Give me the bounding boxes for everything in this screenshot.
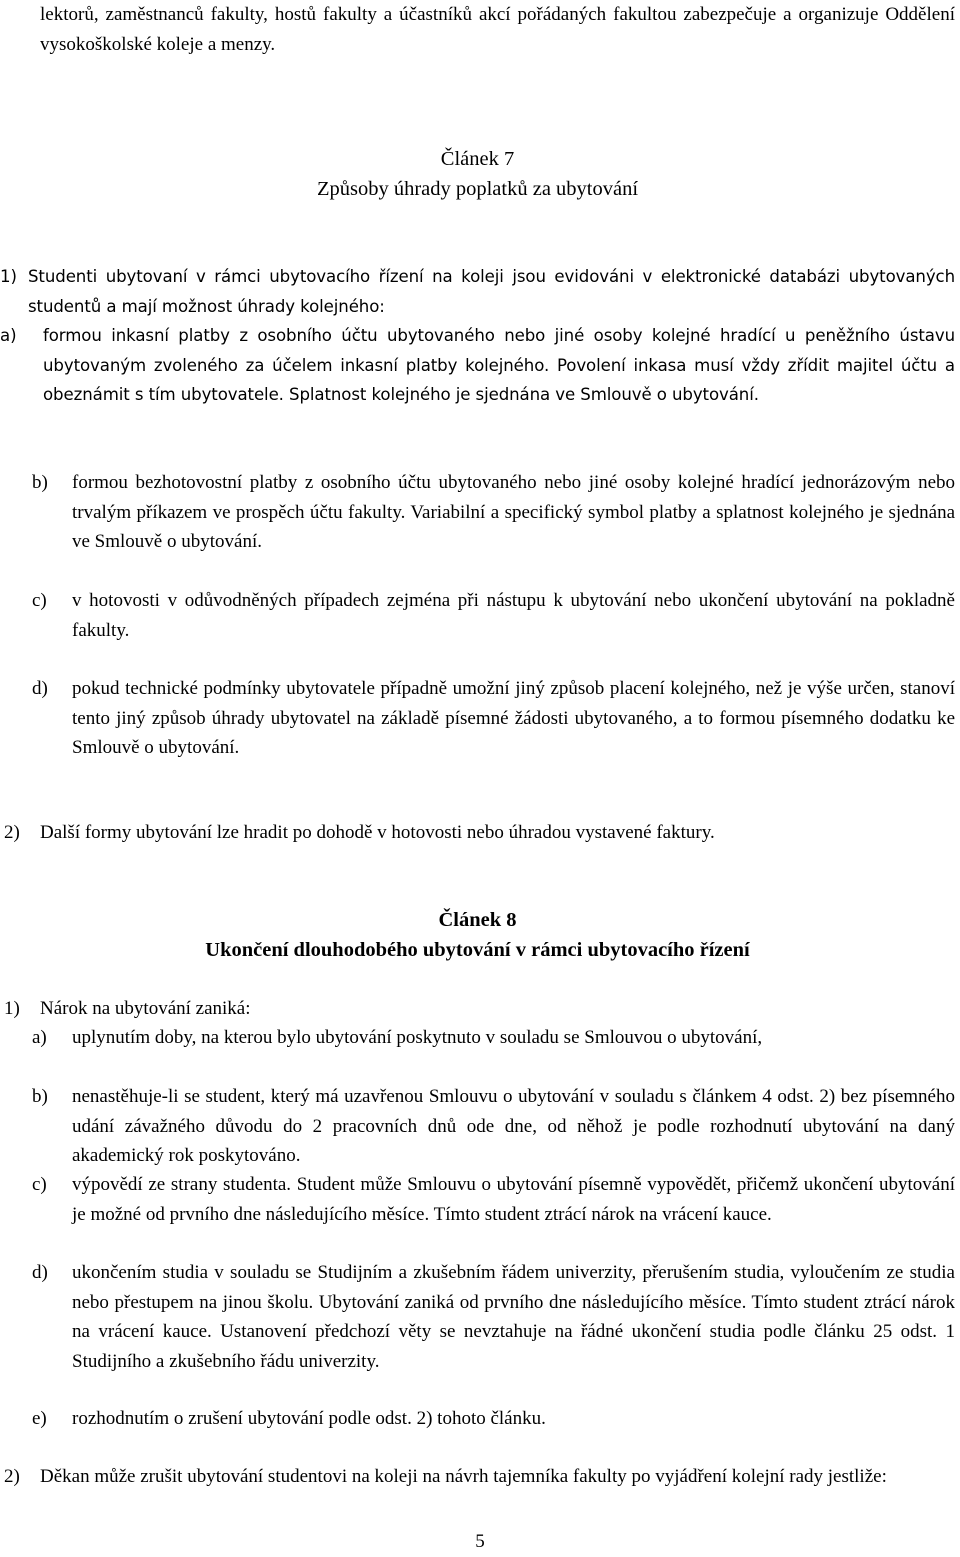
page-number: 5 — [475, 1531, 485, 1552]
article-7-p1-block — [0, 262, 955, 321]
article-8-item-a — [32, 1023, 955, 1053]
article-8-item-a-text: uplynutím doby, na kterou bylo ubytování poskytnuto v souladu se Smlouvou o ubytování, — [72, 1027, 763, 1048]
article-8-item-e — [32, 1404, 955, 1434]
article-7-paragraph-1 — [0, 262, 955, 410]
article-8-item-d-marker: d) — [32, 1262, 48, 1283]
article-7-p2-text: Další formy ubytování lze hradit po dohodě v hotovosti nebo úhradou vystavené faktury. — [40, 822, 715, 843]
article-8-p2-text: Děkan může zrušit ubytování studentovi na koleji na návrh tajemníka fakulty po vyjádření kolejní rady jestliže: — [40, 1466, 887, 1487]
article-8-item-a-marker: a) — [32, 1027, 47, 1048]
article-8-item-b-marker: b) — [32, 1086, 48, 1107]
intro-paragraph: lektorů, zaměstnanců fakulty, hostů fakulty a účastníků akcí pořádaných fakultou zabezpečuje a organizuje Oddělení vysokoškolské koleje a menzy. — [40, 4, 955, 55]
article-8-number: Článek 8 — [438, 909, 517, 931]
article-8-item-d-text: ukončením studia v souladu se Studijním a zkušebním řádem univerzity, přerušením studia, vyloučením ze studia nebo přestupem na jinou školu. Ubytování zaniká od prvního dne následujícího měsíce. Tímto student ztrácí nárok na vrácení kauce. Ustanovení předchozí věty se nevztahuje na řádné ukončení studia podle článku 25 odst. 1 Studijního a zkušebního řádu univerzity. — [72, 1262, 955, 1372]
article-8-item-e-marker: e) — [32, 1408, 47, 1429]
article-7-item-c-marker: c) — [32, 590, 47, 611]
article-7-item-d-text: pokud technické podmínky ubytovatele případně umožní jiný způsob placení kolejného, než je výše určen, stanoví tento jiný způsob úhrady ubytovatel na základě písemné žádosti ubytovaného, a to formou písemného dodatku ke Smlouvě o ubytování. — [72, 678, 955, 758]
article-8-p1-marker: 1) — [4, 998, 20, 1019]
article-7-item-b-text: formou bezhotovostní platby z osobního účtu ubytovaného nebo jiné osoby kolejné hradící jednorázovým nebo trvalým příkazem ve prospěch účtu fakulty. Variabilní a specifický symbol platby a splatnost kolejného je sjednána ve Smlouvě o ubytování. — [72, 472, 955, 552]
article-8-paragraph-1 — [4, 994, 955, 1024]
article-8-item-b-text: nenastěhuje-li se student, který má uzavřenou Smlouvu o ubytování v souladu s článkem 4 odst. 2) bez písemného udání závažného důvodu do 2 pracovních dnů ode dne, od něhož je podle rozhodnutí ubytování na daný akademický rok poskytováno. — [72, 1086, 955, 1166]
article-7-paragraph-2 — [4, 818, 955, 848]
article-7-p1-marker: 1) — [0, 267, 17, 286]
article-7-item-a — [0, 321, 955, 410]
article-7-item-a-text: formou inkasní platby z osobního účtu ubytovaného nebo jiné osoby kolejné hradící u peněžního ústavu ubytovaným zvoleného za účelem inkasní platby kolejného. Povolení inkasa musí vždy zřídit majitel účtu a obeznámit s tím ubytovatele. Splatnost kolejného je sjednána ve Smlouvě o ubytování. — [43, 326, 955, 404]
article-8-title: Ukončení dlouhodobého ubytování v rámci ubytovacího řízení — [205, 939, 750, 961]
article-7-p2-marker: 2) — [4, 822, 20, 843]
article-8-item-c-marker: c) — [32, 1174, 47, 1195]
article-8-item-b — [32, 1082, 955, 1171]
article-7-item-a-marker: a) — [0, 326, 17, 345]
article-8-p2-marker: 2) — [4, 1466, 20, 1487]
article-8-item-d — [32, 1258, 955, 1376]
article-7-item-b — [32, 468, 955, 557]
article-8-p1-text: Nárok na ubytování zaniká: — [40, 998, 251, 1019]
article-8-paragraph-2 — [4, 1462, 955, 1492]
article-8-item-c — [32, 1170, 955, 1229]
article-7-item-c — [32, 586, 955, 645]
article-7-p1-text: Studenti ubytovaní v rámci ubytovacího řízení na koleji jsou evidováni v elektronické databázi ubytovaných studentů a mají možnost úhrady kolejného: — [28, 267, 955, 316]
article-8-item-e-text: rozhodnutím o zrušení ubytování podle odst. 2) tohoto článku. — [72, 1408, 546, 1429]
article-7-title: Způsoby úhrady poplatků za ubytování — [316, 178, 639, 200]
article-8-item-c-text: výpovědí ze strany studenta. Student může Smlouvu o ubytování písemně vypovědět, přičemž ukončení ubytování je možné od prvního dne následujícího měsíce. Tímto student ztrácí nárok na vrácení kauce. — [72, 1174, 955, 1225]
article-7-item-d — [32, 674, 955, 763]
article-7-number: Článek 7 — [440, 148, 515, 170]
article-7-item-b-marker: b) — [32, 472, 48, 493]
article-7-item-c-text: v hotovosti v odůvodněných případech zejména při nástupu k ubytování nebo ukončení ubytování na pokladně fakulty. — [72, 590, 955, 641]
article-7-item-d-marker: d) — [32, 678, 48, 699]
